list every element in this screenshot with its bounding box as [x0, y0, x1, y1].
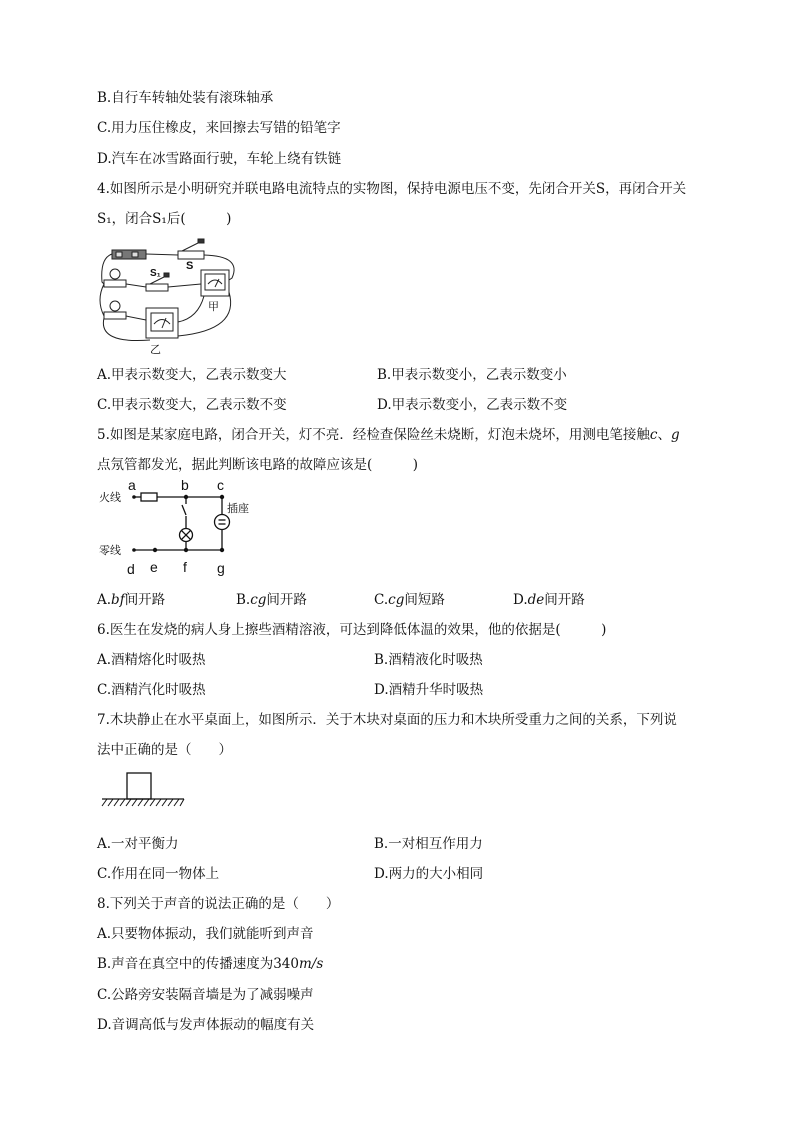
- q7-option-b: B.一对相互作用力: [374, 836, 483, 852]
- q3-option-d: D.汽车在冰雪路面行驶，车轮上绕有铁链: [97, 151, 342, 167]
- q4-option-c: C.甲表示数变大，乙表示数不变: [97, 397, 287, 413]
- q5-option-a-var: bf: [111, 592, 125, 608]
- q5-label-socket: 插座: [227, 503, 249, 515]
- q5-label-b: b: [181, 477, 189, 493]
- q5-option-d-var: de: [527, 592, 545, 608]
- q7-stem-line2: 法中正确的是（ ）: [97, 742, 232, 758]
- q5-label-c: c: [217, 477, 224, 493]
- q4-label-switch-s: S: [186, 260, 194, 272]
- q5-option-b: [236, 591, 307, 609]
- q5-label-g: g: [217, 560, 225, 576]
- q5-option-d-suffix: 间开路: [544, 592, 585, 608]
- q6-option-c: C.酒精汽化时吸热: [97, 682, 206, 698]
- q3-option-c: C.用力压住橡皮，来回擦去写错的铅笔字: [97, 120, 341, 136]
- q8-option-b-text: B.声音在真空中的传播速度为340: [97, 956, 299, 972]
- q5-label-f: f: [183, 559, 187, 575]
- q4-option-b: B.甲表示数变小，乙表示数变小: [377, 367, 567, 383]
- q5-option-a-suffix: 间开路: [124, 592, 166, 608]
- q5-stem-point-c: c: [649, 427, 658, 443]
- q6-option-b: B.酒精液化时吸热: [374, 652, 483, 668]
- q8-option-b-unit: m/s: [298, 956, 324, 972]
- q5-label-e: e: [150, 559, 158, 575]
- q5-option-a: [97, 591, 165, 609]
- q5-option-d: [513, 591, 585, 609]
- q5-option-c-suffix: 间短路: [404, 592, 445, 608]
- q5-option-a-prefix: A.: [97, 592, 112, 608]
- q5-option-b-var: cg: [250, 592, 267, 608]
- q5-stem-line1: [97, 426, 680, 444]
- q7-option-c: C.作用在同一物体上: [97, 866, 220, 882]
- q6-option-a: A.酒精熔化时吸热: [97, 652, 206, 668]
- q4-label-switch-s1: S₁: [150, 268, 161, 279]
- q5-option-c-var: cg: [388, 592, 405, 608]
- q3-option-b: B.自行车转轴处装有滚珠轴承: [97, 90, 274, 106]
- q7-option-d: D.两力的大小相同: [374, 866, 484, 882]
- q4-option-d: D.甲表示数变小，乙表示数不变: [377, 397, 568, 413]
- q5-stem-separator: 、: [657, 427, 671, 443]
- q7-option-a: A.一对平衡力: [97, 836, 179, 852]
- q6-option-d: D.酒精升华时吸热: [374, 682, 484, 698]
- q5-stem-line2: 点氖管都发光，据此判断该电路的故障应该是( ): [97, 457, 419, 473]
- q4-stem-line1: 4.如图所示是小明研究并联电路电流特点的实物图，保持电源电压不变，先闭合开关S，再闭合开关: [97, 181, 687, 197]
- q5-option-c: [374, 591, 445, 609]
- q8-option-d: D.音调高低与发声体振动的幅度有关: [97, 1017, 315, 1033]
- q8-option-c: C.公路旁安装隔音墙是为了减弱噪声: [97, 987, 314, 1003]
- q4-option-a: A.甲表示数变大，乙表示数变大: [97, 367, 287, 383]
- q5-label-d: d: [127, 561, 135, 577]
- q7-stem-line1: 7.木块静止在水平桌面上，如图所示．关于木块对桌面的压力和木块所受重力之间的关系，下列说: [97, 712, 677, 728]
- q5-option-b-suffix: 间开路: [266, 592, 307, 608]
- q4-label-meter-jia: 甲: [208, 301, 219, 313]
- q4-stem-line2: S₁，闭合S₁后( ): [97, 211, 232, 227]
- q5-label-live-wire: 火线: [99, 492, 121, 504]
- q7-block-on-table-figure: [96, 770, 192, 810]
- q5-option-c-prefix: C.: [374, 592, 389, 608]
- q5-option-b-prefix: B.: [236, 592, 251, 608]
- q5-label-neutral-wire: 零线: [99, 545, 121, 557]
- q4-label-meter-yi: 乙: [150, 344, 161, 356]
- q8-stem: 8.下列关于声音的说法正确的是（ ）: [97, 896, 340, 912]
- q7-wooden-block: [127, 773, 151, 799]
- q5-label-a: a: [128, 477, 136, 493]
- q6-stem: 6.医生在发烧的病人身上擦些酒精溶液，可达到降低体温的效果，他的依据是( ): [97, 622, 607, 638]
- q5-stem-point-g: g: [670, 427, 680, 443]
- q8-option-a: A.只要物体振动，我们就能听到声音: [97, 926, 314, 942]
- q5-household-circuit-figure: [94, 474, 264, 582]
- q8-option-b: [97, 955, 323, 973]
- q4-circuit-figure: [94, 234, 244, 356]
- q5-stem-text: 5.如图是某家庭电路，闭合开关，灯不亮．经检查保险丝未烧断，灯泡未烧坏，用测电笔接触: [97, 427, 650, 443]
- q5-option-d-prefix: D.: [513, 592, 528, 608]
